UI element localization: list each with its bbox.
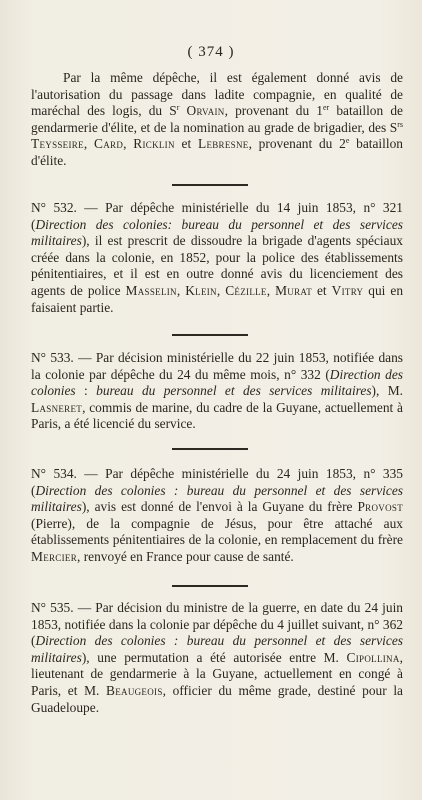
intro-text-4: , provenant du 2: [248, 136, 346, 152]
entry-number: N° 535.: [31, 600, 74, 615]
person-name: Ricklin: [133, 136, 175, 152]
person-name: Cézille: [225, 282, 267, 298]
separator: :: [75, 383, 97, 399]
person-name: Teysseire: [31, 136, 84, 152]
person-name: Murat: [275, 282, 312, 298]
person-name: Card: [94, 136, 124, 152]
direction-reference: Direction des colonies: bureau du personnel et des services militaires: [31, 216, 403, 249]
person-name: Lebresne: [197, 136, 249, 152]
entry-number: N° 532.: [31, 200, 77, 215]
entry-535-text: [31, 600, 403, 716]
intro-sup-3: rs: [397, 119, 403, 129]
person-name: Beaugeois: [106, 682, 163, 698]
intro-text-3: bataillon de gendarmerie d'élite, et de la nomination au grade de brigadier, des S: [31, 103, 403, 135]
intro-text-2: , provenant du 1: [224, 103, 323, 119]
intro-sup-1: r: [176, 103, 180, 113]
section-divider: [172, 334, 248, 336]
entry-text: ), avis est donné de l'envoi à la Guyane du frère: [81, 499, 358, 515]
direction-reference: Direction des colonies: [31, 366, 404, 399]
entry-532: [31, 200, 403, 316]
entry-text: (Pierre), de la compagnie de Jésus, pour être attaché aux établissements pénitentiaires de la colonie, en remplacement du frère: [31, 515, 403, 548]
entry-text: , officier du même grade, destiné pour la Guadeloupe.: [31, 682, 404, 715]
entry-535: [31, 600, 403, 716]
entry-text: , commis de marine, du cadre de la Guyane, actuellement à Paris, a été licencié du service.: [31, 399, 403, 432]
direction-reference: Direction des colonies : bureau du personnel et des services militaires: [31, 482, 403, 515]
entry-534: [31, 466, 403, 566]
entry-text: — Par dépêche ministérielle du 24 juin 1853, n° 335 (: [31, 466, 404, 498]
person-name: Mercier: [31, 548, 78, 564]
section-divider: [172, 448, 248, 450]
intro-paragraph: [31, 70, 403, 170]
entry-text: ), il est prescrit de dissoudre la brigade d'agents spéciaux créée dans la colonie, en 1852, pour la police des établissements pénitentiaires, et il est en outre donné avis du licenciement des agents de police: [31, 233, 403, 298]
entry-number: N° 534.: [31, 466, 77, 481]
intro-sup-4: e: [345, 136, 350, 146]
entry-text: ), M.: [371, 383, 403, 399]
section-divider: [172, 184, 248, 186]
entry-text: — Par décision ministérielle du 22 juin 1853, notifiée dans la colonie par dépêche du 24 du même mois, n° 332 (: [31, 350, 403, 382]
separator: ,: [216, 282, 226, 298]
direction-reference: Direction des colonies : bureau du personnel et des services militaires: [31, 633, 403, 665]
person-name: Vitry: [331, 282, 364, 298]
section-divider: [172, 585, 248, 587]
entry-number: N° 533.: [31, 350, 74, 365]
intro-text-1: Par la même dépêche, il est également donné avis de l'autorisation du passage dans ladite compagnie, en qualité de maréchal des logis, du S: [31, 70, 403, 119]
intro-sup-2: er: [322, 103, 330, 113]
entry-text: qui en faisaient partie.: [31, 282, 404, 315]
entry-text: , lieutenant de gendarmerie à la Guyane, actuellement en congé à Paris, et M.: [31, 649, 403, 698]
entry-text: — Par décision du ministre de la guerre, en date du 24 juin 1853, notifiée dans la colonie par dépêche du 4 juillet suivant, n° 362 (: [31, 600, 404, 649]
person-name: Orvain: [186, 103, 225, 119]
person-name: Provost: [357, 499, 403, 515]
person-name: Masselin: [125, 282, 177, 298]
entry-533: [31, 350, 403, 433]
separator: ,: [266, 282, 276, 298]
separator: ,: [83, 136, 94, 152]
entry-text: , renvoyé en France pour cause de santé.: [77, 548, 294, 564]
entry-532-text: [31, 200, 403, 316]
separator: ,: [176, 282, 186, 298]
page-number: ( 374 ): [187, 44, 235, 60]
intro-text: [31, 70, 403, 170]
entry-534-text: [31, 466, 403, 566]
entry-533-text: [31, 350, 403, 433]
intro-text-5: bataillon d'élite.: [31, 136, 403, 168]
entry-text: ), une permutation a été autorisée entre M.: [81, 649, 347, 665]
separator: et: [312, 282, 332, 298]
separator: ,: [123, 136, 134, 152]
person-name: Lasneret: [31, 399, 83, 415]
separator: et: [174, 136, 198, 152]
person-name: Cipollina: [346, 649, 400, 665]
entry-text: — Par dépêche ministérielle du 14 juin 1853, n° 321 (: [31, 200, 404, 232]
person-name: Klein: [185, 282, 217, 298]
direction-reference: bureau du personnel et des services militaires: [96, 383, 372, 399]
